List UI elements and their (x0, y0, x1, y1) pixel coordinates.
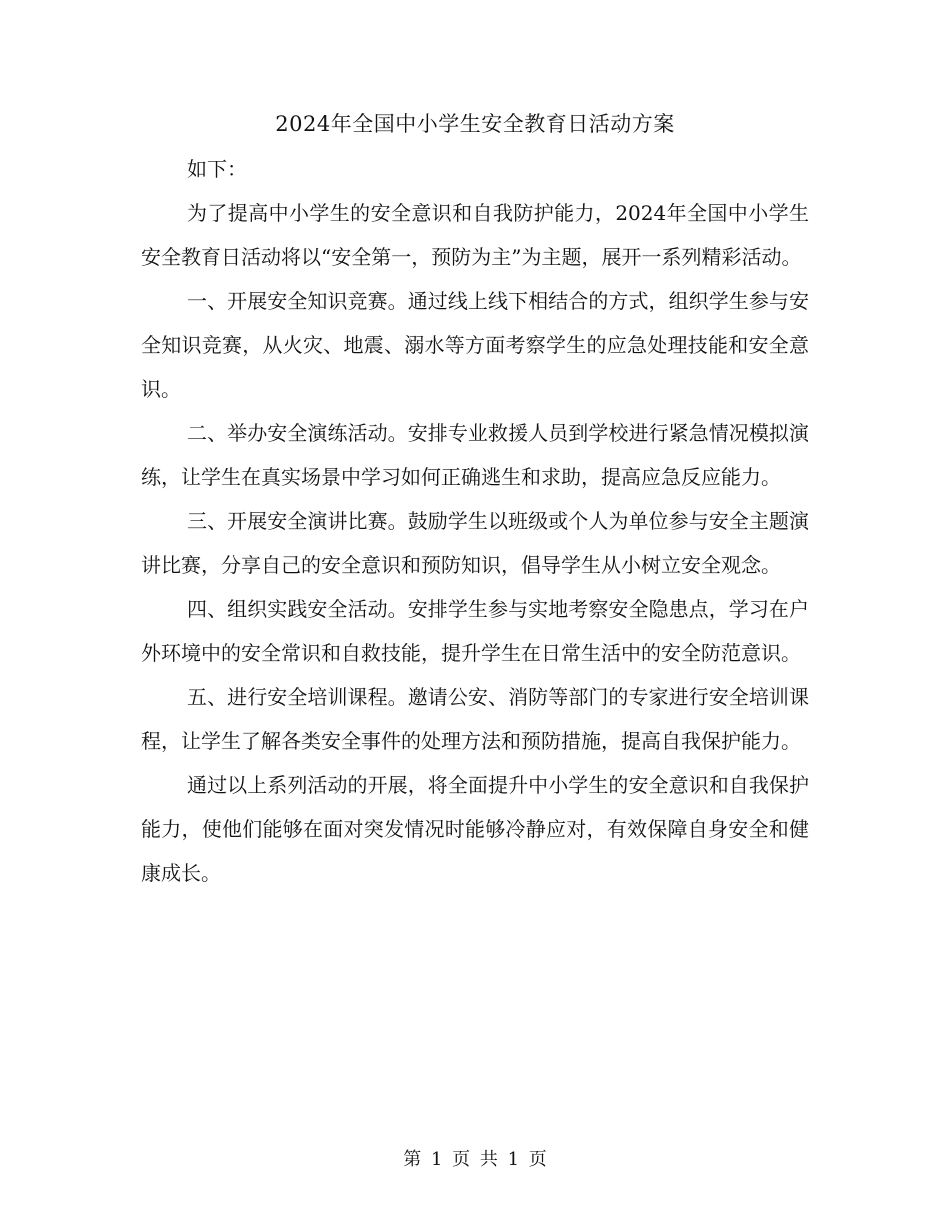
paragraph-training-course: 五、进行安全培训课程。邀请公安、消防等部门的专家进行安全培训课程，让学生了解各类安全事件的处理方法和预防措施，提高自我保护能力。 (141, 685, 809, 753)
paragraph-practice-activity: 四、组织实践安全活动。安排学生参与实地考察安全隐患点，学习在户外环境中的安全常识和自救技能，提升学生在日常生活中的安全防范意识。 (141, 597, 809, 665)
document-body (141, 147, 809, 895)
paragraph-purpose: 为了提高中小学生的安全意识和自我防护能力，2024年全国中小学生安全教育日活动将以“安全第一，预防为主”为主题，展开一系列精彩活动。 (141, 201, 809, 269)
paragraph-conclusion: 通过以上系列活动的开展，将全面提升中小学生的安全意识和自我保护能力，使他们能够在面对突发情况时能够冷静应对，有效保障自身安全和健康成长。 (141, 773, 809, 885)
page-number-footer: 第 1 页 共 1 页 (403, 1149, 547, 1170)
document-title: 2024年全国中小学生安全教育日活动方案 (275, 112, 675, 136)
paragraph-intro-label: 如下： (187, 157, 247, 181)
paragraph-knowledge-contest: 一、开展安全知识竞赛。通过线上线下相结合的方式，组织学生参与安全知识竞赛，从火灾、地震、溺水等方面考察学生的应急处理技能和安全意识。 (141, 289, 809, 401)
paragraph-speech-contest: 三、开展安全演讲比赛。鼓励学生以班级或个人为单位参与安全主题演讲比赛，分享自己的安全意识和预防知识，倡导学生从小树立安全观念。 (141, 509, 809, 577)
paragraph-safety-drill: 二、举办安全演练活动。安排专业救援人员到学校进行紧急情况模拟演练，让学生在真实场景中学习如何正确逃生和求助，提高应急反应能力。 (141, 421, 809, 489)
